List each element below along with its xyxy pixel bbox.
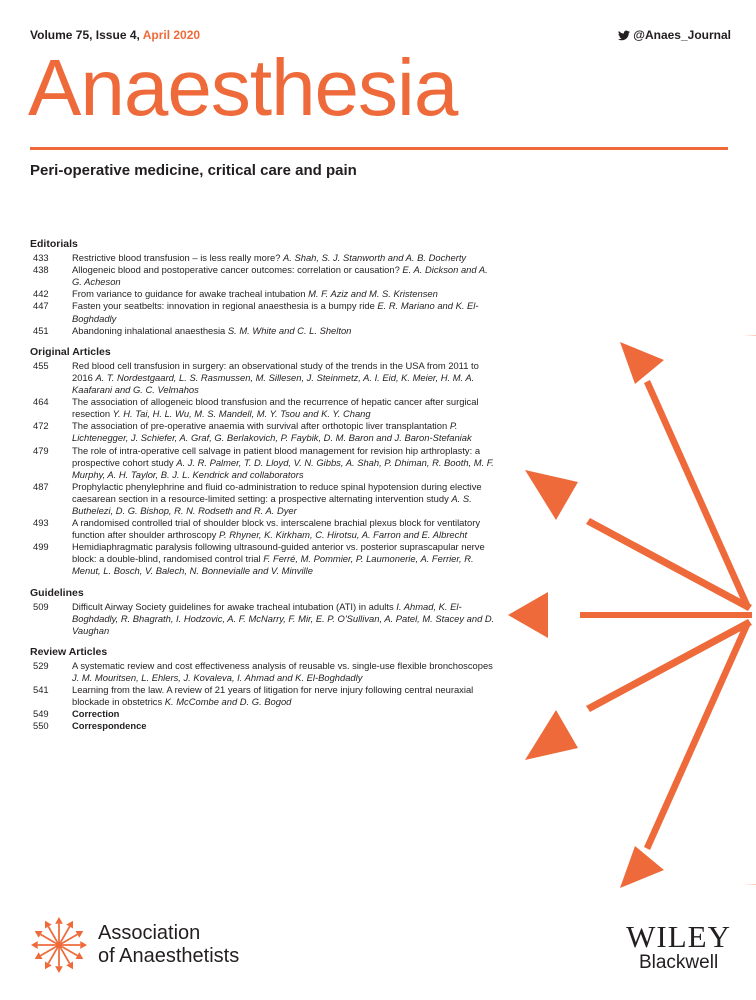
toc-entry[interactable] [30, 420, 500, 444]
toc-entry[interactable] [30, 660, 500, 684]
association-name-line2: of Anaesthetists [98, 945, 240, 967]
toc-page-number: 442 [33, 288, 49, 300]
publisher-logo [626, 919, 731, 974]
toc-entry[interactable] [30, 541, 500, 577]
sunburst-tip-lower [525, 710, 578, 760]
sunburst-spoke-center [580, 612, 752, 618]
toc-page-number: 549 [33, 708, 49, 720]
toc-article-title: Fasten your seatbelts: innovation in regional anaesthesia is a bumpy ride [72, 300, 375, 312]
toc-entry[interactable] [30, 288, 500, 300]
publisher-name: WILEY [626, 919, 731, 954]
toc-entry-text [72, 360, 500, 396]
journal-title: Anaesthesia [28, 43, 458, 132]
toc-article-authors: K. McCombe and D. G. Bogod [164, 696, 292, 708]
toc-article-authors: P. Rhyner, K. Kirkham, C. Hirotsu, A. Farron and E. Albrecht [218, 529, 468, 541]
toc-article-authors: A. S. Buthelezi, D. G. Bishop, R. N. Rodseth and R. A. Dyer [72, 492, 472, 516]
toc-page-number: 455 [33, 359, 49, 371]
toc-entry-text [72, 264, 500, 288]
toc-article-title: Red blood cell transfusion in surgery: an observational study of the trends in the USA from 2011 to 2016 [72, 359, 479, 383]
toc-entry[interactable] [30, 517, 500, 541]
toc-entry[interactable] [30, 445, 500, 481]
toc-article-title: Correction [72, 708, 120, 720]
toc-article-authors: A. J. R. Palmer, T. D. Lloyd, V. N. Gibbs, A. Shah, P. Dhiman, R. Booth, M. F. Murphy, A. H. Taylor, B. J. L. Kendrick and collaborators [72, 456, 494, 480]
toc-entry-text [72, 252, 500, 264]
issue-info [30, 28, 200, 42]
toc-article-authors: F. Ferré, M. Pommier, P. Laumonerie, A. Ferrier, R. Menut, L. Bosch, V. Balech, N. Bonnevialle and V. Minville [72, 553, 474, 577]
toc-page-number: 464 [33, 396, 49, 408]
toc-article-title: Hemidiaphragmatic paralysis following ultrasound-guided anterior vs. posterior suprascapular nerve block: a double-blind, randomised control trial [72, 541, 485, 565]
toc-entry-text [72, 720, 500, 732]
toc-section [30, 646, 500, 733]
toc-page-number: 447 [33, 300, 49, 312]
toc-article-title: From variance to guidance for awake tracheal intubation [72, 288, 306, 300]
toc-page-number: 451 [33, 324, 49, 336]
association-ray [63, 941, 87, 949]
toc-entry[interactable] [30, 325, 500, 337]
toc-entry-text [72, 396, 500, 420]
journal-subtitle: Peri-operative medicine, critical care and pain [30, 162, 357, 179]
toc-page-number: 550 [33, 720, 49, 732]
toc-entry-text [72, 708, 500, 720]
association-logo [30, 916, 239, 974]
association-ray [31, 941, 55, 949]
toc-article-authors: E. A. Dickson and A. G. Acheson [72, 264, 488, 288]
toc-entry-text [72, 420, 500, 444]
toc-entry-text [72, 325, 500, 337]
toc-entry[interactable] [30, 708, 500, 720]
toc-entry-text [72, 288, 500, 300]
toc-article-title: Difficult Airway Society guidelines for awake tracheal intubation (ATI) in adults [72, 600, 394, 612]
toc-entry-text [72, 481, 500, 517]
table-of-contents [30, 238, 500, 742]
toc-entry[interactable] [30, 481, 500, 517]
toc-article-authors: P. Lichtenegger, J. Schiefer, A. Graf, G. Berlakovich, P. Faybik, D. M. Baron and J. Baron-Stefaniak [72, 420, 472, 444]
toc-page-number: 433 [33, 252, 49, 264]
toc-page-number: 472 [33, 420, 49, 432]
toc-entry-text [72, 601, 500, 637]
sunburst-spoke-bottom [644, 623, 750, 850]
issue-volume: Volume 75, Issue 4, [30, 28, 140, 42]
toc-entry-text [72, 541, 500, 577]
toc-article-title: A systematic review and cost effectiveness analysis of reusable vs. single-use flexible bronchoscopes [72, 660, 493, 671]
twitter-handle[interactable] [618, 28, 731, 42]
sunburst-spoke-top [644, 380, 750, 607]
toc-entry[interactable] [30, 396, 500, 420]
toc-article-authors: Y. H. Tai, H. L. Wu, M. S. Mandell, M. Y. Tsou and K. Y. Chang [112, 408, 371, 420]
association-ray [55, 949, 63, 973]
toc-article-authors: E. R. Mariano and K. El-Boghdadly [72, 300, 479, 324]
toc-section [30, 238, 500, 337]
sunburst-tip-top [620, 342, 664, 384]
toc-entry[interactable] [30, 684, 500, 708]
sunburst-tip-bottom [620, 846, 664, 888]
toc-article-authors: M. F. Aziz and M. S. Kristensen [308, 288, 438, 300]
toc-entry[interactable] [30, 720, 500, 732]
toc-entry[interactable] [30, 300, 500, 324]
toc-section [30, 587, 500, 637]
toc-article-title: The association of pre-operative anaemia with survival after orthotopic liver transplantation [72, 420, 448, 432]
toc-page-number: 509 [33, 600, 49, 612]
title-rule [30, 147, 728, 150]
toc-article-authors: J. M. Mouritsen, L. Ehlers, J. Kovaleva, I. Ahmad and K. El-Boghdadly [72, 672, 363, 684]
toc-section-heading: Editorials [30, 238, 78, 250]
toc-article-title: Restrictive blood transfusion – is less really more? [72, 252, 281, 264]
toc-entry-text [72, 684, 500, 708]
toc-article-title: Prophylactic phenylephrine and fluid co-administration to reduce spinal hypotension during elective caesarean section in a resource-limited setting: a prospective alternating intervention study [72, 480, 482, 504]
toc-article-authors: I. Ahmad, K. El-Boghdadly, R. Bhagrath, I. Hodzovic, A. F. McNarry, F. Mir, E. P. O'Sullivan, A. Patel, M. Stacey and D. Vaughan [72, 600, 495, 636]
toc-article-authors: S. M. White and C. L. Shelton [227, 324, 352, 336]
association-ray [55, 917, 63, 941]
toc-entry-text [72, 445, 500, 481]
toc-section-heading: Original Articles [30, 345, 111, 358]
toc-entry[interactable] [30, 360, 500, 396]
toc-page-number: 479 [33, 444, 49, 456]
toc-article-authors: A. Shah, S. J. Stanworth and A. B. Docherty [283, 252, 467, 264]
toc-article-title: The association of allogeneic blood transfusion and the recurrence of hepatic cancer after surgical resection [72, 396, 479, 420]
toc-article-title: Abandoning inhalational anaesthesia [72, 324, 226, 336]
sunburst-tip-upper [525, 470, 578, 520]
toc-section [30, 346, 500, 578]
toc-article-authors: A. T. Nordestgaard, L. S. Rasmussen, M. Sillesen, J. Steinmetz, A. I. Eid, K. Meier, H. M. A. Kaafarani and G. C. Velmahos [72, 371, 475, 396]
sunburst-tip-center [508, 592, 548, 638]
issue-date: April 2020 [142, 28, 201, 42]
toc-article-title: The role of intra-operative cell salvage in patient blood management for revision hip arthroplasty: a prospective cohort study [72, 444, 481, 468]
toc-entry-text [72, 300, 500, 324]
toc-page-number: 493 [33, 517, 49, 529]
toc-entry[interactable] [30, 601, 500, 637]
toc-entry[interactable] [30, 264, 500, 288]
publisher-imprint: Blackwell [638, 952, 719, 973]
toc-page-number: 529 [33, 660, 49, 671]
toc-page-number: 487 [33, 480, 49, 492]
toc-section-heading: Review Articles [30, 645, 108, 658]
toc-article-title: Correspondence [72, 720, 147, 732]
toc-article-title: Learning from the law. A review of 21 years of litigation for nerve injury following central neuraxial blockade in obstetrics [72, 684, 474, 708]
toc-entry[interactable] [30, 252, 500, 264]
twitter-handle-text: @Anaes_Journal [633, 28, 731, 42]
toc-article-title: A randomised controlled trial of shoulder block vs. interscalene brachial plexus block for ventilatory function after shoulder arthroscopy [72, 517, 481, 541]
association-name-line1: Association [98, 922, 201, 944]
toc-page-number: 541 [33, 684, 49, 696]
toc-article-title: Allogeneic blood and postoperative cancer outcomes: correlation or causation? [72, 264, 400, 276]
association-sunburst-icon [30, 916, 88, 974]
toc-entry-text [72, 517, 500, 541]
toc-page-number: 438 [33, 264, 49, 276]
toc-entry-text [72, 660, 500, 684]
association-name [98, 922, 239, 968]
toc-section-heading: Guidelines [30, 586, 84, 599]
toc-page-number: 499 [33, 541, 49, 553]
twitter-bird-icon [618, 30, 630, 41]
